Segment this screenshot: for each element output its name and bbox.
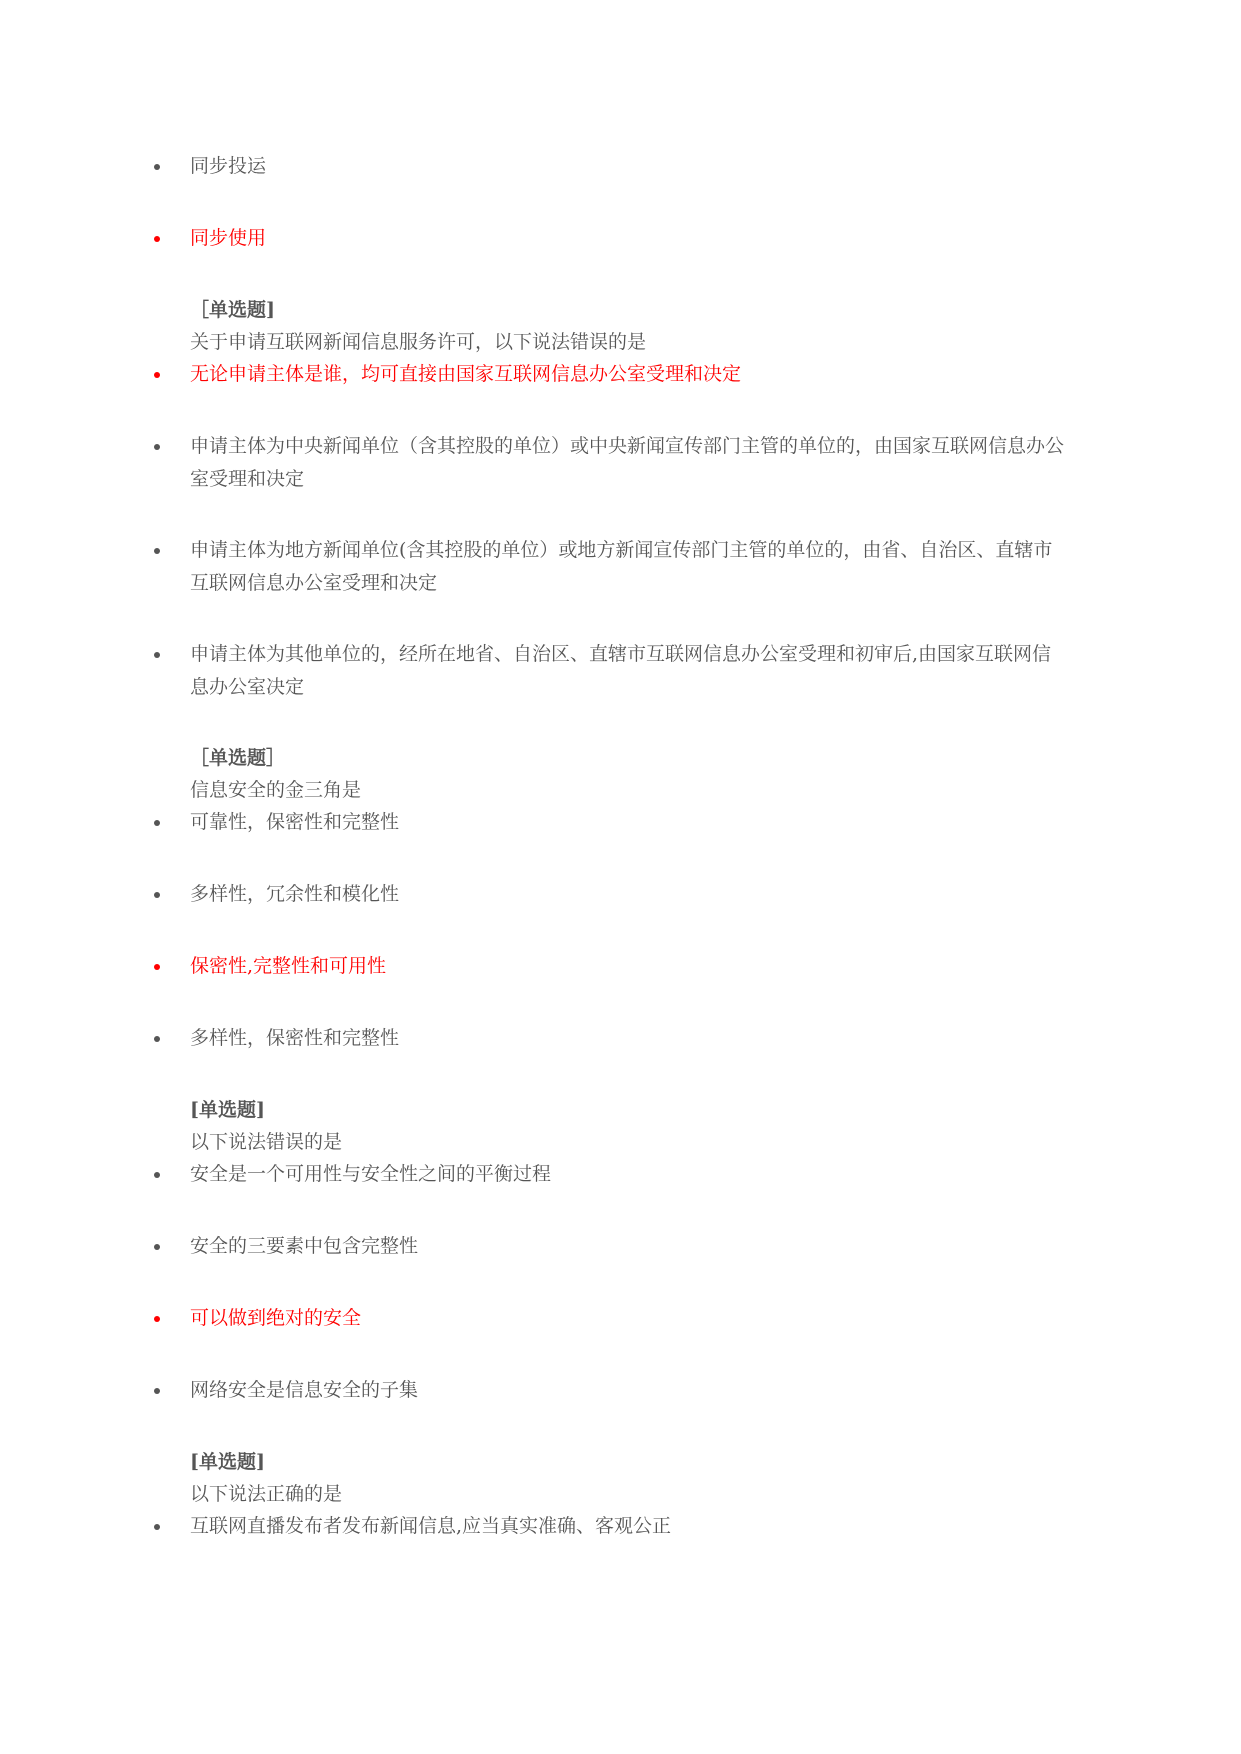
list-item: 安全是一个可用性与安全性之间的平衡过程: [190, 1158, 1070, 1191]
question-type-label: [单选题]: [190, 1451, 265, 1473]
question-stem: 关于申请互联网新闻信息服务许可，以下说法错误的是: [190, 331, 647, 353]
question-stem: 以下说法错误的是: [190, 1131, 343, 1153]
list-item: 多样性，冗余性和模化性: [190, 878, 1070, 911]
list-item-correct-answer: 同步使用: [190, 222, 1070, 255]
list-item: 申请主体为其他单位的，经所在地省、自治区、直辖市互联网信息办公室受理和初审后,由国家互联网信息办公室决定: [190, 638, 1070, 704]
list-item: 网络安全是信息安全的子集: [190, 1374, 1070, 1407]
list-item: 申请主体为地方新闻单位(含其控股的单位）或地方新闻宣传部门主管的单位的，由省、自治区、直辖市互联网信息办公室受理和决定: [190, 534, 1070, 600]
question-stem: 以下说法正确的是: [190, 1483, 343, 1505]
list-item-correct-answer: 保密性,完整性和可用性: [190, 950, 1070, 983]
list-item: 多样性，保密性和完整性: [190, 1022, 1070, 1055]
question-stem: 信息安全的金三角是: [190, 779, 362, 801]
list-item: 可靠性，保密性和完整性: [190, 806, 1070, 839]
question-type-label: ［单选题］: [190, 747, 286, 769]
list-item: 申请主体为中央新闻单位（含其控股的单位）或中央新闻宣传部门主管的单位的，由国家互联网信息办公室受理和决定: [190, 430, 1070, 496]
list-item-correct-answer: 无论申请主体是谁，均可直接由国家互联网信息办公室受理和决定: [190, 358, 1070, 391]
list-item: 互联网直播发布者发布新闻信息,应当真实准确、客观公正: [190, 1510, 1070, 1543]
question-type-label: ［单选题]: [190, 299, 275, 321]
question-type-label: [单选题]: [190, 1099, 265, 1121]
list-item-correct-answer: 可以做到绝对的安全: [190, 1302, 1070, 1335]
list-item: 同步投运: [190, 150, 1070, 183]
list-item: 安全的三要素中包含完整性: [190, 1230, 1070, 1263]
